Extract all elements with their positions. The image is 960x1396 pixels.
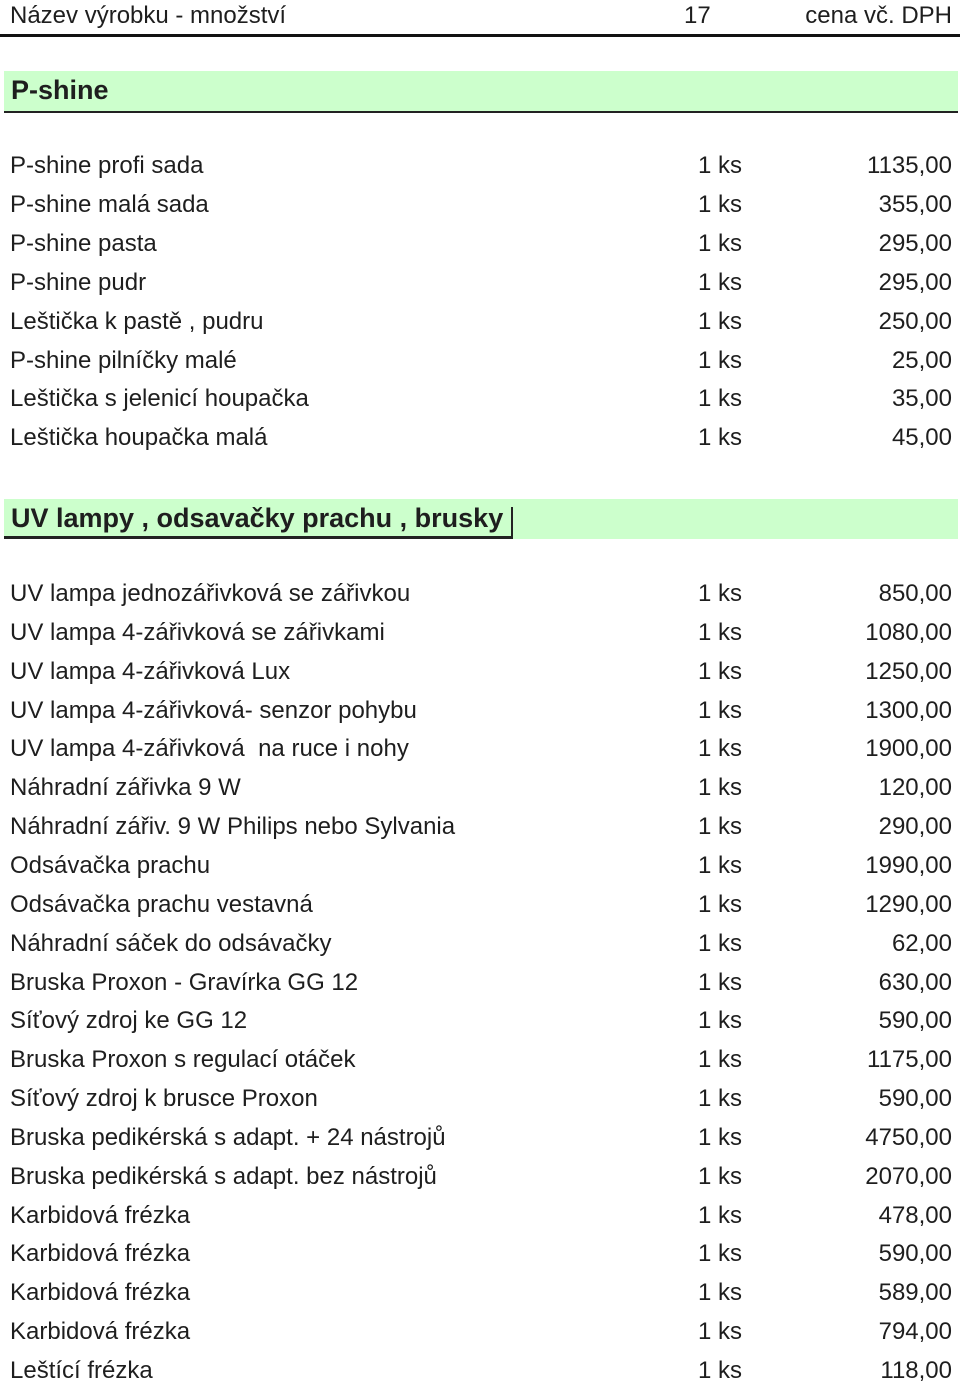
product-name: Leštička houpačka malá (10, 424, 268, 452)
product-name: Leštící frézka (10, 1357, 153, 1384)
product-quantity: 1 ks (698, 657, 743, 685)
section-header-uv-lampy (4, 499, 958, 539)
product-quantity: 1 ks (698, 1162, 743, 1190)
column-header-price: cena vč. DPH (805, 2, 952, 29)
table-row (0, 269, 960, 308)
product-quantity: 1 ks (698, 696, 743, 724)
product-quantity: 1 ks (698, 1123, 743, 1151)
product-price: 590,00 (878, 1085, 952, 1113)
product-price: 1900,00 (865, 735, 952, 763)
product-quantity: 1 ks (698, 580, 743, 607)
table-row (0, 230, 960, 269)
product-price: 590,00 (878, 1240, 952, 1268)
table-row (0, 619, 960, 658)
product-quantity: 1 ks (698, 890, 743, 918)
table-row (0, 969, 960, 1008)
product-price: 25,00 (891, 346, 952, 374)
page-number: 17 (684, 2, 711, 29)
product-quantity: 1 ks (698, 813, 743, 841)
product-quantity: 1 ks (698, 1201, 743, 1229)
product-quantity: 1 ks (698, 929, 743, 957)
table-row (0, 1240, 960, 1279)
table-row (0, 1202, 960, 1241)
product-quantity: 1 ks (698, 1279, 743, 1307)
product-quantity: 1 ks (698, 1007, 743, 1035)
table-row (0, 347, 960, 386)
product-name: Leštička k pastě , pudru (10, 307, 264, 335)
table-row (0, 735, 960, 774)
table-row (0, 1007, 960, 1046)
table-row (0, 852, 960, 891)
product-price: 630,00 (878, 968, 952, 996)
product-price: 1175,00 (867, 1046, 952, 1074)
product-quantity: 1 ks (698, 385, 743, 413)
product-price: 120,00 (878, 774, 952, 802)
section-header-p-shine (4, 71, 958, 113)
product-price: 118,00 (880, 1357, 952, 1384)
product-quantity: 1 ks (698, 735, 743, 763)
product-name: Náhradní zářivka 9 W (10, 774, 241, 802)
table-row (0, 385, 960, 424)
product-name: Síťový zdroj ke GG 12 (10, 1007, 248, 1035)
product-name: Bruska pedikérská s adapt. + 24 nástrojů (10, 1123, 446, 1151)
product-name: P-shine profi sada (10, 152, 204, 179)
product-price: 1250,00 (865, 657, 952, 685)
table-row (0, 1124, 960, 1163)
table-row (0, 1163, 960, 1202)
table-row (0, 1085, 960, 1124)
table-row (0, 580, 960, 619)
product-price: 850,00 (878, 580, 952, 607)
product-price: 355,00 (878, 190, 952, 218)
product-name: UV lampa 4-zářivková se zářivkami (10, 618, 385, 646)
section-title: P-shine (11, 75, 109, 105)
product-price: 2070,00 (865, 1162, 952, 1190)
product-price: 478,00 (878, 1201, 952, 1229)
product-price: 590,00 (878, 1007, 952, 1035)
product-price: 1990,00 (865, 851, 952, 879)
product-name: Náhradní zářiv. 9 W Philips nebo Sylvania (10, 813, 456, 841)
table-row (0, 1046, 960, 1085)
product-price: 295,00 (878, 229, 952, 257)
product-price: 1135,00 (867, 152, 952, 179)
product-price: 290,00 (878, 813, 952, 841)
table-row (0, 813, 960, 852)
product-name: Bruska Proxon s regulací otáček (10, 1046, 356, 1074)
product-price: 4750,00 (865, 1123, 952, 1151)
product-quantity: 1 ks (698, 229, 743, 257)
product-quantity: 1 ks (698, 774, 743, 802)
product-name: Leštička s jelenicí houpačka (10, 385, 309, 413)
product-price: 62,00 (891, 929, 952, 957)
product-price: 794,00 (878, 1318, 952, 1346)
product-name: Odsávačka prachu (10, 851, 211, 879)
product-price: 250,00 (878, 307, 952, 335)
product-price: 589,00 (878, 1279, 952, 1307)
section-divider (511, 507, 513, 539)
product-name: UV lampa 4-zářivková Lux (10, 657, 291, 685)
product-name: Bruska pedikérská s adapt. bez nástrojů (10, 1162, 437, 1190)
product-name: P-shine pilníčky malé (10, 346, 237, 374)
product-name: UV lampa 4-zářivková- senzor pohybu (10, 696, 417, 724)
product-price: 1290,00 (865, 890, 952, 918)
product-quantity: 1 ks (698, 424, 743, 452)
product-quantity: 1 ks (698, 1318, 743, 1346)
product-name: Síťový zdroj k brusce Proxon (10, 1085, 318, 1113)
section-title: UV lampy , odsavačky prachu , brusky (11, 503, 504, 533)
product-quantity: 1 ks (698, 1046, 743, 1074)
table-header (0, 0, 960, 37)
product-quantity: 1 ks (698, 851, 743, 879)
table-row (0, 658, 960, 697)
product-quantity: 1 ks (698, 968, 743, 996)
table-row (0, 424, 960, 463)
product-price: 35,00 (891, 385, 952, 413)
product-quantity: 1 ks (698, 190, 743, 218)
product-name: P-shine pudr (10, 268, 147, 296)
product-name: P-shine pasta (10, 229, 157, 257)
table-row (0, 152, 960, 191)
product-quantity: 1 ks (698, 307, 743, 335)
product-price: 295,00 (878, 268, 952, 296)
table-row (0, 191, 960, 230)
product-quantity: 1 ks (698, 1357, 743, 1384)
product-price: 45,00 (891, 424, 952, 452)
product-quantity: 1 ks (698, 618, 743, 646)
product-quantity: 1 ks (698, 1240, 743, 1268)
table-row (0, 697, 960, 736)
table-row (0, 891, 960, 930)
product-quantity: 1 ks (698, 152, 743, 179)
product-name: Karbidová frézka (10, 1318, 191, 1346)
table-row (0, 774, 960, 813)
product-name: UV lampa jednozářivková se zářivkou (10, 580, 411, 607)
product-name: UV lampa 4-zářivková na ruce i nohy (10, 735, 409, 763)
product-price: 1080,00 (865, 618, 952, 646)
product-quantity: 1 ks (698, 346, 743, 374)
product-quantity: 1 ks (698, 1085, 743, 1113)
product-name: Bruska Proxon - Gravírka GG 12 (10, 968, 359, 996)
table-row (0, 930, 960, 969)
column-header-name: Název výrobku - množství (10, 2, 287, 29)
product-name: Odsávačka prachu vestavná (10, 890, 313, 918)
product-quantity: 1 ks (698, 268, 743, 296)
product-name: Karbidová frézka (10, 1240, 191, 1268)
table-row (0, 1357, 960, 1396)
product-name: Náhradní sáček do odsávačky (10, 929, 332, 957)
table-row (0, 308, 960, 347)
section-underline (4, 536, 512, 539)
product-name: Karbidová frézka (10, 1201, 191, 1229)
table-row (0, 1318, 960, 1357)
product-name: P-shine malá sada (10, 190, 209, 218)
product-name: Karbidová frézka (10, 1279, 191, 1307)
table-row (0, 1279, 960, 1318)
product-price: 1300,00 (865, 696, 952, 724)
